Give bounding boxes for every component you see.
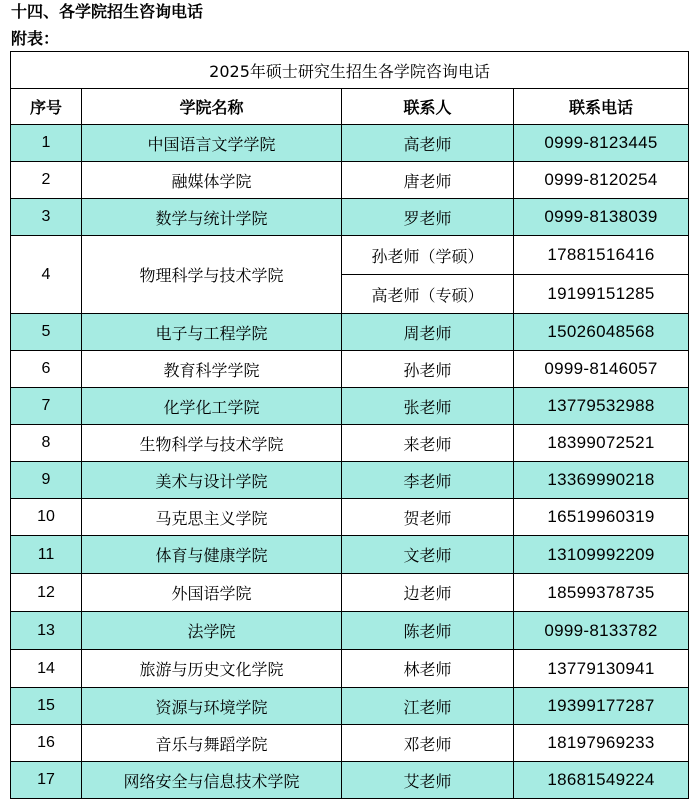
row-index: 16 xyxy=(11,725,82,762)
college-name: 融媒体学院 xyxy=(82,162,342,199)
contact-name: 高老师（专硕） xyxy=(342,275,514,314)
contact-phone: 0999-8120254 xyxy=(514,162,689,199)
contact-phone: 17881516416 xyxy=(514,236,689,275)
contact-phone: 18399072521 xyxy=(514,425,689,462)
column-header-phone: 联系电话 xyxy=(514,89,689,125)
section-heading: 十四、各学院招生咨询电话 xyxy=(11,2,204,21)
contact-phone: 19199151285 xyxy=(514,275,689,314)
table-caption: 2025年硕士研究生招生各学院咨询电话 xyxy=(11,52,689,89)
college-name: 教育科学学院 xyxy=(82,351,342,388)
row-index: 12 xyxy=(11,574,82,612)
table-row xyxy=(11,462,689,499)
contact-phone: 16519960319 xyxy=(514,499,689,536)
contact-name: 张老师 xyxy=(342,388,514,425)
college-name: 电子与工程学院 xyxy=(82,314,342,351)
contact-phone: 0999-8133782 xyxy=(514,612,689,650)
row-index: 9 xyxy=(11,462,82,499)
contact-phone: 13109992209 xyxy=(514,536,689,574)
row-index: 1 xyxy=(11,125,82,162)
contact-name: 江老师 xyxy=(342,688,514,725)
contact-name: 孙老师（学硕） xyxy=(342,236,514,275)
row-index: 11 xyxy=(11,536,82,574)
table-row xyxy=(11,762,689,799)
college-name: 物理科学与技术学院 xyxy=(82,236,342,314)
table-row xyxy=(11,351,689,388)
table-row xyxy=(11,425,689,462)
table-row xyxy=(11,125,689,162)
contact-name: 文老师 xyxy=(342,536,514,574)
contact-phone: 18599378735 xyxy=(514,574,689,612)
contact-phone: 0999-8123445 xyxy=(514,125,689,162)
contact-name: 唐老师 xyxy=(342,162,514,199)
table-row xyxy=(11,688,689,725)
table-row xyxy=(11,536,689,574)
row-index: 6 xyxy=(11,351,82,388)
row-index: 3 xyxy=(11,199,82,236)
row-index: 5 xyxy=(11,314,82,351)
contact-phone: 13779532988 xyxy=(514,388,689,425)
contact-name: 高老师 xyxy=(342,125,514,162)
table-row xyxy=(11,162,689,199)
contact-phone: 18197969233 xyxy=(514,725,689,762)
contact-name: 贺老师 xyxy=(342,499,514,536)
contact-name: 周老师 xyxy=(342,314,514,351)
college-name: 法学院 xyxy=(82,612,342,650)
college-name: 化学化工学院 xyxy=(82,388,342,425)
contact-phone: 15026048568 xyxy=(514,314,689,351)
column-header-contact: 联系人 xyxy=(342,89,514,125)
table-row xyxy=(11,650,689,688)
contact-name: 陈老师 xyxy=(342,612,514,650)
contact-name: 来老师 xyxy=(342,425,514,462)
table-row xyxy=(11,612,689,650)
contact-phone: 13779130941 xyxy=(514,650,689,688)
table-row xyxy=(11,499,689,536)
table-body xyxy=(11,125,689,799)
college-name: 音乐与舞蹈学院 xyxy=(82,725,342,762)
row-index: 17 xyxy=(11,762,82,799)
contact-name: 边老师 xyxy=(342,574,514,612)
table-row xyxy=(11,199,689,236)
table-row xyxy=(11,725,689,762)
college-name: 数学与统计学院 xyxy=(82,199,342,236)
college-name: 中国语言文学学院 xyxy=(82,125,342,162)
college-name: 资源与环境学院 xyxy=(82,688,342,725)
contact-name: 邓老师 xyxy=(342,725,514,762)
college-name: 外国语学院 xyxy=(82,574,342,612)
table-row xyxy=(11,314,689,351)
college-name: 生物科学与技术学院 xyxy=(82,425,342,462)
row-index: 4 xyxy=(11,236,82,314)
college-name: 旅游与历史文化学院 xyxy=(82,650,342,688)
table-row xyxy=(11,574,689,612)
table-row xyxy=(11,236,689,275)
college-name: 美术与设计学院 xyxy=(82,462,342,499)
row-index: 13 xyxy=(11,612,82,650)
contact-name: 罗老师 xyxy=(342,199,514,236)
row-index: 8 xyxy=(11,425,82,462)
table-row xyxy=(11,388,689,425)
column-header-index: 序号 xyxy=(11,89,82,125)
contact-phone: 13369990218 xyxy=(514,462,689,499)
college-name: 体育与健康学院 xyxy=(82,536,342,574)
contact-name: 艾老师 xyxy=(342,762,514,799)
contact-phone: 19399177287 xyxy=(514,688,689,725)
row-index: 10 xyxy=(11,499,82,536)
college-name: 马克思主义学院 xyxy=(82,499,342,536)
contact-name: 孙老师 xyxy=(342,351,514,388)
row-index: 14 xyxy=(11,650,82,688)
row-index: 2 xyxy=(11,162,82,199)
contact-phone: 0999-8146057 xyxy=(514,351,689,388)
contact-phone: 18681549224 xyxy=(514,762,689,799)
college-name: 网络安全与信息技术学院 xyxy=(82,762,342,799)
column-header-college: 学院名称 xyxy=(82,89,342,125)
row-index: 15 xyxy=(11,688,82,725)
contact-name: 林老师 xyxy=(342,650,514,688)
appendix-label: 附表： xyxy=(11,29,60,48)
contact-phone: 0999-8138039 xyxy=(514,199,689,236)
contact-name: 李老师 xyxy=(342,462,514,499)
contacts-table xyxy=(10,51,689,799)
row-index: 7 xyxy=(11,388,82,425)
